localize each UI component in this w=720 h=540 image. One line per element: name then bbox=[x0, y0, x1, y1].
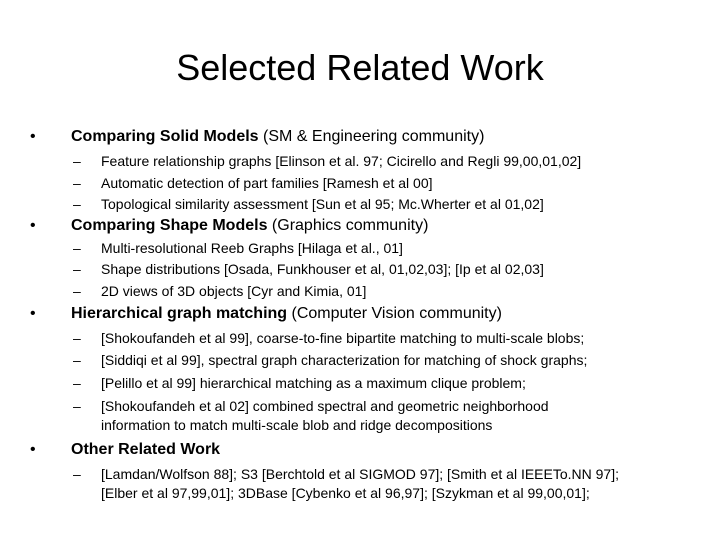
sub-item-dash: – bbox=[73, 330, 81, 346]
sub-item-dash: – bbox=[73, 283, 81, 299]
sub-item-text: [Shokoufandeh et al 99], coarse-to-fine bipartite matching to multi-scale blobs; bbox=[101, 330, 585, 346]
sub-item-text: Shape distributions [Osada, Funkhouser et al, 01,02,03]; [Ip et al 02,03] bbox=[101, 261, 544, 277]
bullet-dot: • bbox=[30, 128, 36, 145]
bullet-heading-rest: (Graphics community) bbox=[267, 217, 429, 234]
sub-item-dash: – bbox=[73, 196, 81, 212]
sub-item-text: Feature relationship graphs [Elinson et al. 97; Cicirello and Regli 99,00,01,02] bbox=[101, 153, 582, 169]
sub-item-text: Multi-resolutional Reeb Graphs [Hilaga et al., 01] bbox=[101, 240, 403, 256]
sub-item-dash: – bbox=[73, 175, 81, 191]
bullet-dot: • bbox=[30, 217, 36, 234]
bullet-dot: • bbox=[30, 441, 36, 458]
bullet-heading-bold: Other Related Work bbox=[71, 441, 221, 458]
bullet-heading-bold: Comparing Shape Models bbox=[71, 217, 268, 234]
sub-item-text: Topological similarity assessment [Sun et al 95; Mc.Wherter et al 01,02] bbox=[101, 196, 544, 212]
sub-item-dash: – bbox=[73, 240, 81, 256]
sub-item-text: [Lamdan/Wolfson 88]; S3 [Berchtold et al SIGMOD 97]; [Smith et al IEEETo.NN 97]; bbox=[101, 466, 619, 482]
sub-item-text: [Siddiqi et al 99], spectral graph characterization for matching of shock graphs; bbox=[101, 352, 588, 368]
bullet-heading-rest: (Computer Vision community) bbox=[287, 305, 502, 322]
sub-item-text: 2D views of 3D objects [Cyr and Kimia, 01] bbox=[101, 283, 367, 299]
sub-item-text-continued: [Elber et al 97,99,01]; 3DBase [Cybenko et al 96,97]; [Szykman et al 99,00,01]; bbox=[101, 485, 590, 501]
sub-item-text-continued: information to match multi-scale blob and ridge decompositions bbox=[101, 417, 493, 433]
bullet-heading bbox=[71, 438, 220, 462]
bullet-heading bbox=[71, 125, 484, 149]
sub-item-text: [Shokoufandeh et al 02] combined spectral and geometric neighborhood bbox=[101, 398, 549, 414]
sub-item-dash: – bbox=[73, 466, 81, 482]
bullet-heading bbox=[71, 214, 428, 238]
bullet-heading-rest: (SM & Engineering community) bbox=[258, 128, 485, 145]
sub-item-dash: – bbox=[73, 352, 81, 368]
bullet-heading bbox=[71, 302, 502, 326]
sub-item-dash: – bbox=[73, 375, 81, 391]
sub-item-text: [Pelillo et al 99] hierarchical matching as a maximum clique problem; bbox=[101, 375, 526, 391]
sub-item-dash: – bbox=[73, 153, 81, 169]
bullet-heading-bold: Hierarchical graph matching bbox=[71, 305, 288, 322]
bullet-heading-bold: Comparing Solid Models bbox=[71, 128, 259, 145]
slide-title: Selected Related Work bbox=[176, 47, 544, 88]
bullet-dot: • bbox=[30, 305, 36, 322]
sub-item-text: Automatic detection of part families [Ramesh et al 00] bbox=[101, 175, 433, 191]
sub-item-dash: – bbox=[73, 398, 81, 414]
sub-item-dash: – bbox=[73, 261, 81, 277]
